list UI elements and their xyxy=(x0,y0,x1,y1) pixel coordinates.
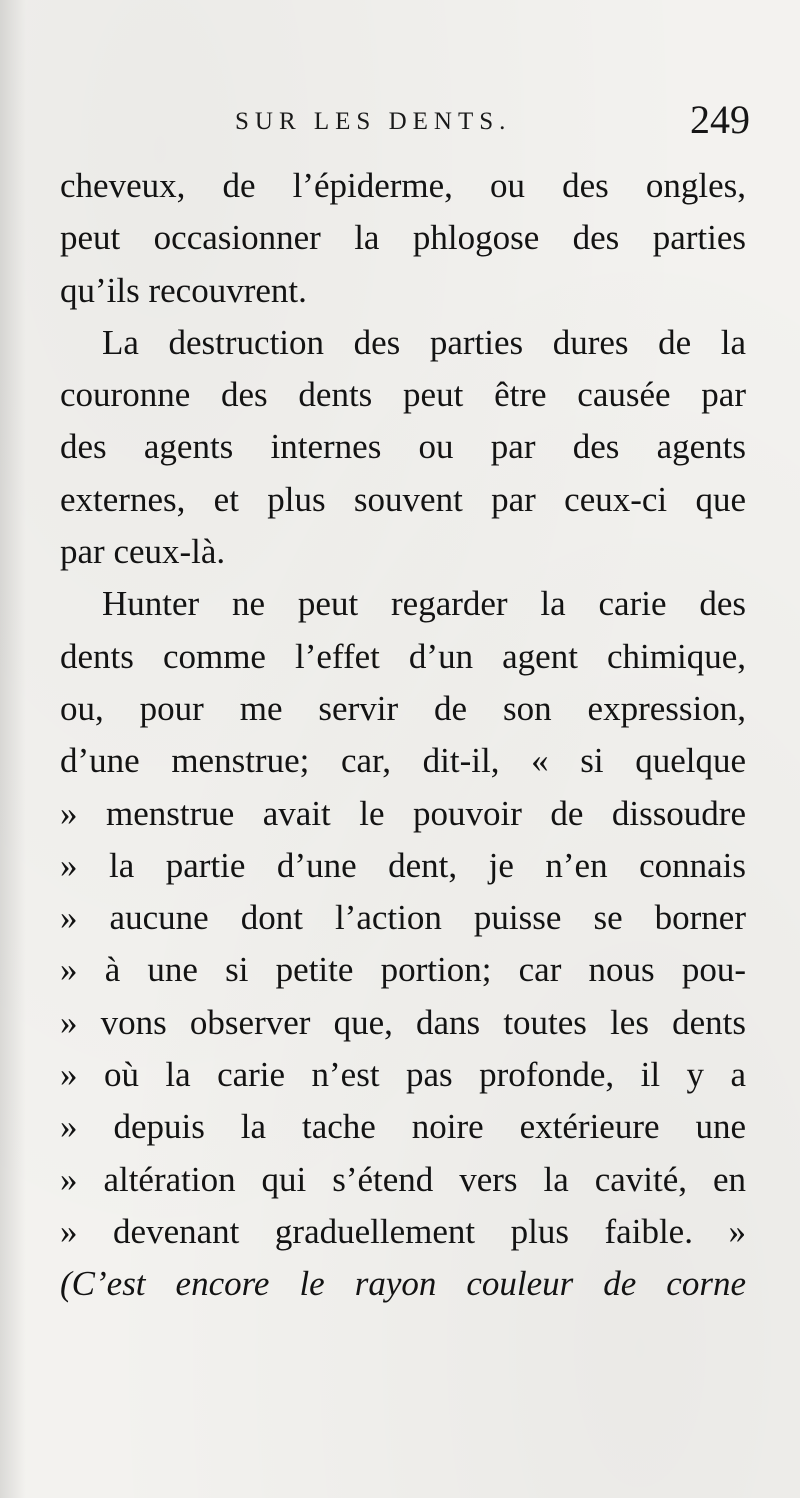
text-line: » altération qui s’étend vers la cavité, en xyxy=(60,1159,746,1199)
page-header xyxy=(60,96,750,146)
text-line: peut occasionner la phlogose des parties xyxy=(60,218,746,258)
text-line: couronne des dents peut être causée par xyxy=(60,375,746,415)
page-number: 249 xyxy=(690,97,750,142)
running-head: SUR LES DENTS. xyxy=(235,108,512,135)
page-gutter-shadow xyxy=(0,0,26,1498)
text-line: externes, et plus souvent par ceux-ci que xyxy=(60,479,746,519)
text-line: » la partie d’une dent, je n’en connais xyxy=(60,845,746,885)
text-line: » devenant graduellement plus faible. » xyxy=(60,1211,746,1251)
text-line: des agents internes ou par des agents xyxy=(60,427,746,467)
text-line: Hunter ne peut regarder la carie des xyxy=(102,584,746,624)
text-line: » menstrue avait le pouvoir de dissoudre xyxy=(60,793,746,833)
text-line: » vons observer que, dans toutes les dents xyxy=(60,1002,746,1042)
text-line: La destruction des parties dures de la xyxy=(102,322,746,362)
text-line-italic: (C’est encore le rayon couleur de corne xyxy=(60,1264,746,1304)
text-line: » où la carie n’est pas profonde, il y a xyxy=(60,1055,746,1095)
text-line: dents comme l’effet d’un agent chimique, xyxy=(60,636,746,676)
text-line: cheveux, de l’épiderme, ou des ongles, xyxy=(60,166,746,205)
body-text xyxy=(60,160,746,1311)
text-line: » depuis la tache noire extérieure une xyxy=(60,1107,746,1147)
text-line: qu’ils recouvrent. xyxy=(60,270,307,310)
text-line: » aucune dont l’action puisse se borner xyxy=(60,898,746,938)
text-line: ou, pour me servir de son expression, xyxy=(60,688,746,728)
text-line: d’une menstrue; car, dit-il, « si quelque xyxy=(60,741,746,781)
text-line: » à une si petite portion; car nous pou- xyxy=(60,950,746,990)
text-line: par ceux-là. xyxy=(60,532,226,572)
